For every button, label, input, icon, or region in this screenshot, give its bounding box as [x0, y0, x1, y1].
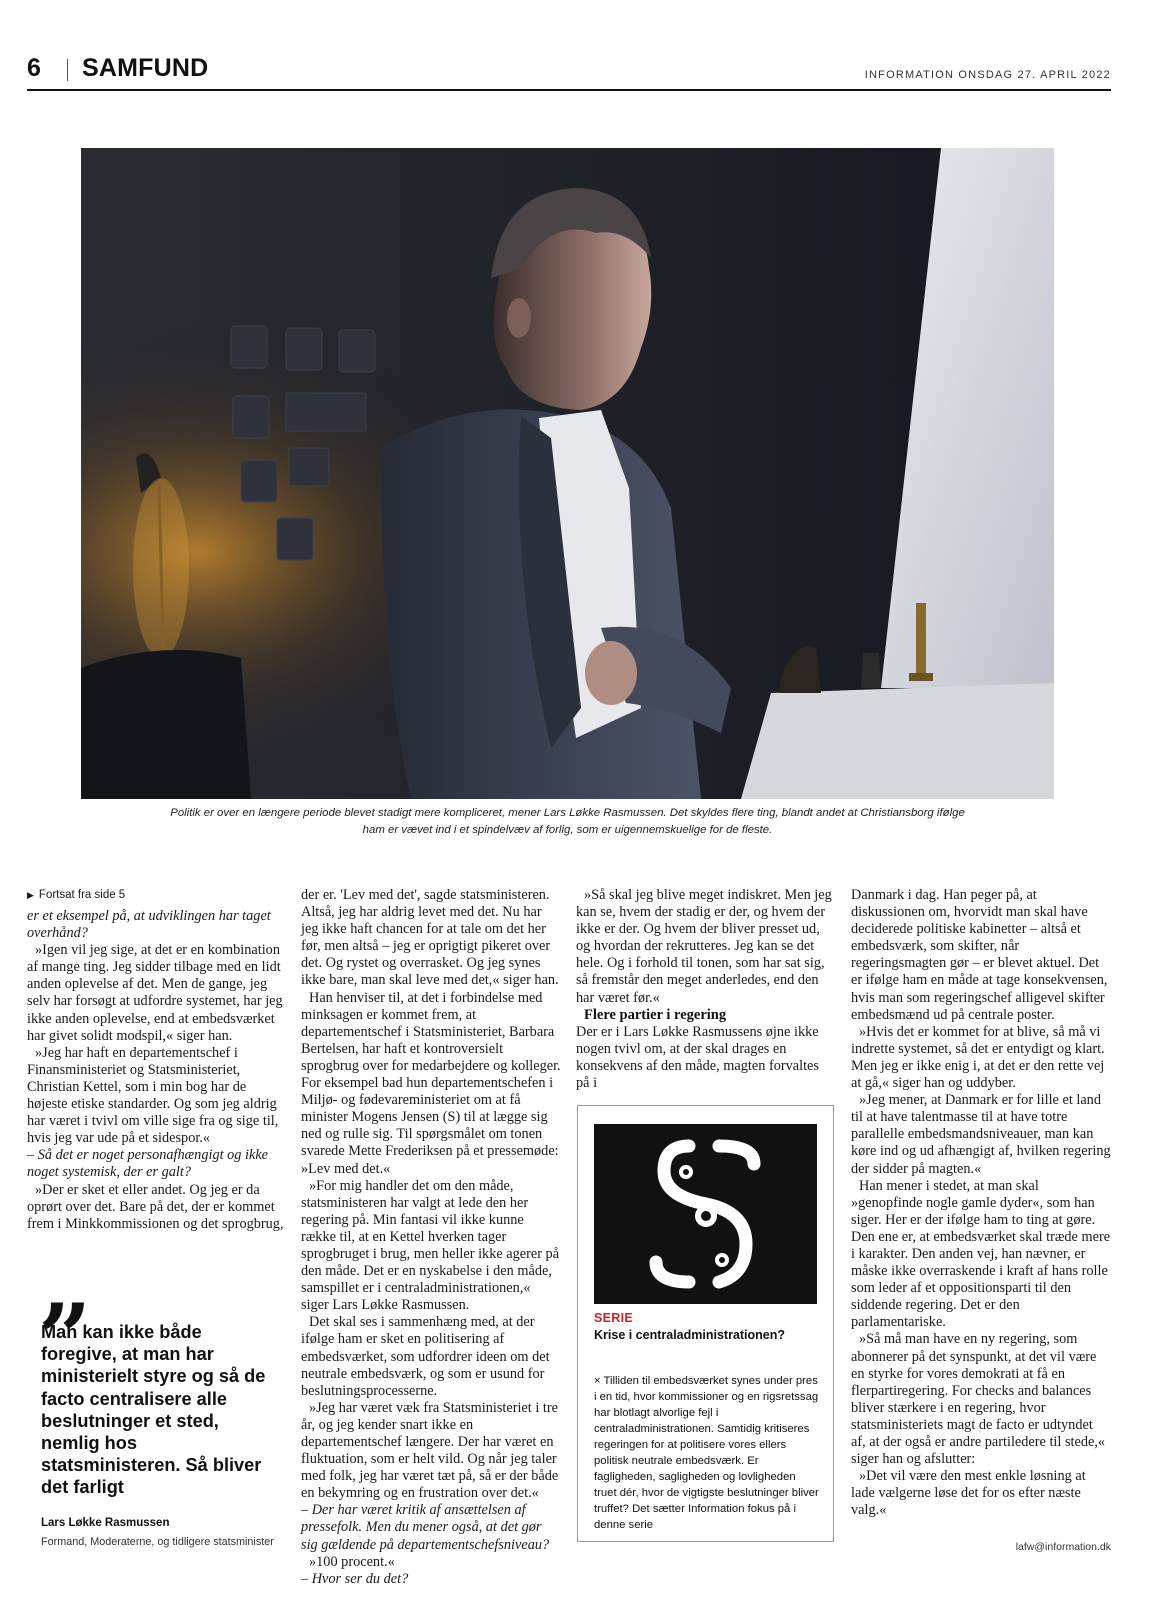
- photo-caption: [110, 805, 1025, 839]
- section-title: SAMFUND: [82, 54, 209, 82]
- paragraph: »Jeg har haft en departementschef i Finansministeriet og Statsministeriet, Christian Kettel, som i min bog har de højeste etiske standarder. Og som jeg aldrig har været i tvivl om ville sige fra og sige til, hvis jeg var ude på et sidespor.«: [27, 1044, 279, 1147]
- article-photo: [81, 148, 1054, 799]
- paragraph: Han henviser til, at det i forbindelse med minksagen er kommet frem, at departementschef i Statsministeriet, Barbara Bertelsen, har haft et kontroversielt sprogbrug over for medarbejdere og kolleger. For eksempel bad hun departementschefen i Miljø- og fødevareministeriet om at få minister Mogens Jensen (S) til at lægge sig ned og rulle sig. Til spørgsmålet om tonen svarede Mette Frederiksen på et pressemøde: »Lev med det.«: [301, 989, 561, 1177]
- paragraph: »For mig handler det om den måde, statsministeren har valgt at lede den her regering på. Min fantasi vil ikke kunne række til, at en Kettel hverken tager sprogbruget i brug, men heller ikke agerer på den måde. Det er en nyskabelse i den måde, samspillet er i centraladministrationen,« siger Lars Løkke Rasmussen.: [301, 1177, 560, 1314]
- portrait-illustration: [81, 148, 1054, 799]
- series-label: SERIE: [594, 1311, 634, 1325]
- header-rule: [27, 89, 1111, 91]
- paragraph: »Så skal jeg blive meget indiskret. Men jeg kan se, hvem der stadig er der, og hvem der ikke er der. Og hvem der bliver presset ud, og hvordan der rekrutteres. Jeg kan se det hele. Og i forhold til tonen, som har sat sig, så fremstår den meget anderledes, end den har været før.«: [576, 887, 832, 1006]
- continued-from-marker[interactable]: [27, 887, 284, 904]
- interview-question: er et eksempel på, at udviklingen har taget overhånd?: [27, 908, 271, 942]
- author-email-link[interactable]: lafw@information.dk: [1015, 1541, 1111, 1553]
- series-title: Krise i centraladministrationen?: [594, 1328, 786, 1342]
- paragraph: »Jeg har været væk fra Statsministeriet i tre år, og jeg kender snart ikke en departementschef længere. Der har været en fluktuation, som er helt vild. Og når jeg taler med folk, jeg har været tæt på, så er der både en bekymring og en frustration over det.«: [301, 1399, 559, 1502]
- series-info-box[interactable]: [577, 1105, 834, 1542]
- paragraph: Han mener i stedet, at man skal »genopfinde nogle gamle dyder«, som han siger. Her er der ifølge ham to ting at gøre. Den ene er, at embedsværket skal træde mere i karakter. Den anden vej, han nævner, er måske ikke overraskende i kraft af hans rolle som leder af et oppositionsparti til den siddende regering. Det er den parlamentariske.: [851, 1177, 1111, 1331]
- interview-question: – Der har været kritik af ansættelsen af pressefolk. Men du mener også, at det gør sig gældende på departementschefsniveau?: [301, 1502, 550, 1553]
- caption-line-1: Politik er over en længere periode blevet stadigt mere kompliceret, mener Lars Løkke Rasmussen. Det skyldes flere ting, blandt andet at Christiansborg ifølge: [170, 807, 965, 819]
- caption-line-2: ham er vævet ind i et spindelvæv af forlig, som er uigennemskuelige for de fleste.: [362, 824, 773, 836]
- article-column-2: [301, 887, 561, 1588]
- paragraph: »Jeg mener, at Danmark er for lille et land til at have talentmasse til at have totre parallelle embedsmandsniveauer, man kan køre ind og ud afhængigt af, hvilken regering der sidder på magten.«: [851, 1092, 1111, 1177]
- quote-marks-icon: „: [40, 1231, 87, 1339]
- series-description: × Tilliden til embedsværket synes under pres i en tid, hvor kommissioner og en rigsretssag har blotlagt alvorlige fejl i centraladministrationen. Samtidig kritiseres regeringen for at politisere vores ellers politisk neutrale embedsværk. Er fagligheden, sagligheden og lovligheden truet dér, hvor de vigtigste beslutninger bliver truffet? Det sætter Information fokus på i denne serie: [594, 1375, 819, 1531]
- pull-quote-text: Man kan ikke både foregive, at man har ministerielt styre og så de facto centralisere alle beslutninger et sted, nemlig hos statsministeren. Så bliver det farligt: [41, 1322, 266, 1498]
- paragraph: Der er i Lars Løkke Rasmussens øjne ikke nogen tvivl om, at der skal drages en konsekvens af den måde, magten forvaltes på i: [576, 1023, 819, 1091]
- masthead-date: INFORMATION ONSDAG 27. APRIL 2022: [864, 69, 1111, 81]
- paragraph: »100 procent.«: [309, 1553, 395, 1570]
- section-subheading: Flere partier i regering: [584, 1006, 727, 1023]
- page-number: 6: [27, 54, 41, 82]
- header-divider: [67, 59, 68, 81]
- paragraph: Danmark i dag. Han peger på, at diskussionen om, hvorvidt man skal have deciderede politiske kabinetter – altså et embedsværk, som skifter, når regeringsmagten gør – er blevet aktuel. Det er ifølge ham en måde at tage konsekvensen, hvis man som regeringschef alligevel skifter embedsmænd ud på centrale poster.: [851, 887, 1108, 1023]
- paragraph: Det skal ses i sammenhæng med, at der ifølge ham er sket en politisering af embedsværket, som udfordrer ideen om det neutrale embedsværk, og som er usund for beslutningsprocesserne.: [301, 1314, 550, 1399]
- pull-quote-role: Formand, Moderaterne, og tidligere statsminister: [41, 1536, 274, 1548]
- article-column-3: [576, 887, 834, 1092]
- paragraph: »Der er sket et eller andet. Og jeg er da oprørt over det. Bare på det, der er kommet frem i Minkkommissionen og det sprogbrug,: [27, 1181, 284, 1232]
- paragraph: »Så må man have en ny regering, som abonnerer på det synspunkt, at det vil være en styrke for vores demokrati at få en flerpartiregering. For checks and balances bliver stærkere i en regering, hvor statsministeriets magt de facto er udtyndet af, at der også er andre partiledere til stede,« siger han og afslutter:: [851, 1331, 1106, 1468]
- play-triangle-icon: ▶: [27, 890, 34, 900]
- gear-s-logo-icon: [594, 1124, 817, 1304]
- continued-text: Fortsat fra side 5: [38, 889, 126, 901]
- paragraph: »Det vil være den mest enkle løsning at lade vælgerne løse det for os efter næste valg.«: [851, 1468, 1086, 1519]
- paragraph: der er. 'Lev med det', sagde statsministeren. Altså, jeg har aldrig levet med det. Nu har jeg ikke haft chancen for at tale om det her før, men altså – jeg er oprigtigt pikeret over det. Og rystet og overrasket. Og jeg synes ikke bare, man skal leve med det,« siger han.: [301, 887, 559, 989]
- paragraph: »Igen vil jeg sige, at det er en kombination af mange ting. Jeg sidder tilbage med en lidt anden oplevelse af det. Men de gange, jeg selv har forsøgt at udfordre systemet, har jeg ikke anden oplevelse, end at embedsværket har givet solidt modspil,« siger han.: [27, 942, 283, 1044]
- article-column-1: [27, 887, 284, 1233]
- interview-question: – Hvor ser du det?: [301, 1570, 409, 1587]
- article-column-4: [851, 887, 1111, 1519]
- pull-quote-author: Lars Løkke Rasmussen: [41, 1517, 170, 1529]
- interview-question: – Så det er noget personafhængigt og ikke noget systemisk, der er galt?: [27, 1147, 269, 1181]
- paragraph: »Hvis det er kommet for at blive, så må vi indrette systemet, så det er entydigt og klart. Men jeg er ikke enig i, at det er den rette vej at gå,« siger han og uddyber.: [851, 1023, 1105, 1092]
